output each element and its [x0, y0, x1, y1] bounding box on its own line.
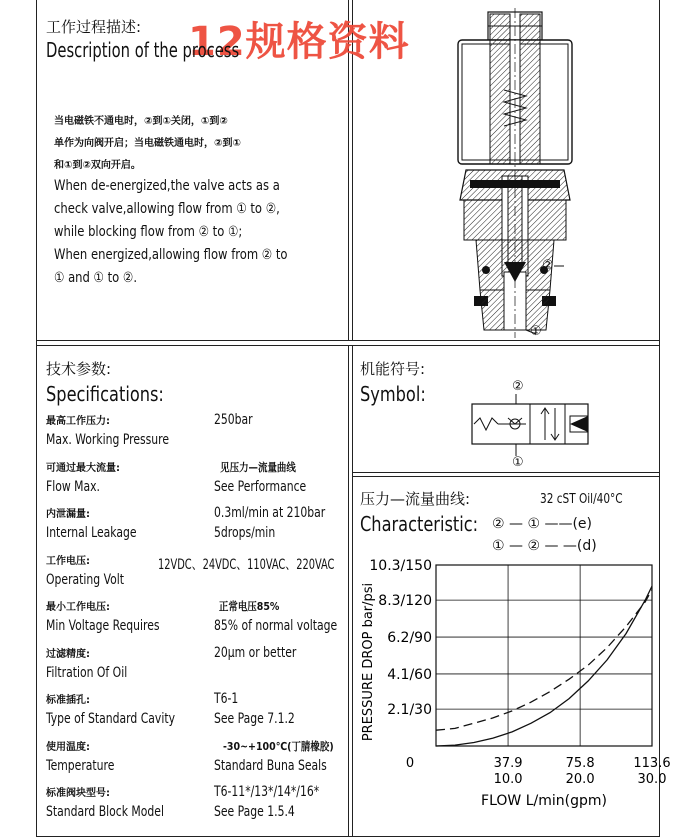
spec-label-cn: 标准阀块型号: [46, 788, 110, 799]
y-tick-label: 10.3/150 [369, 558, 432, 574]
process-desc-en-2: check valve,allowing flow from ① to ②, [54, 201, 280, 217]
spec-label-cn: 标准插孔: [46, 695, 90, 706]
spec-value-primary: T6-1 [214, 691, 239, 707]
characteristic-title-en: Characteristic: [360, 512, 479, 536]
spec-label-en: Min Voltage Requires [46, 618, 160, 634]
spec-label-cn: 最高工作压力: [46, 416, 110, 427]
spec-label-en: Filtration Of Oil [46, 665, 128, 681]
spec-label-en: Type of Standard Cavity [46, 711, 175, 727]
process-desc-en-1: When de-energized,the valve acts as a [54, 178, 280, 194]
legend-dashed: ① — ② — —(d) [492, 538, 597, 554]
process-desc-cn-3: 和①到②双向开启。 [54, 160, 141, 171]
x-tick-label: 113.6 [633, 756, 671, 771]
spec-value-secondary: See Performance [214, 479, 307, 495]
spec-label-en: Temperature [46, 758, 115, 774]
symbol-title-cn: 机能符号: [360, 360, 426, 378]
symbol-port-1-label: ① [512, 455, 524, 470]
y-tick-label: 4.1/60 [387, 666, 432, 683]
process-desc-cn-1: 当电磁铁不通电时，②到①关闭，①到② [54, 116, 228, 127]
spec-label-cn: 内泄漏量: [46, 509, 90, 520]
spec-label-cn: 可通过最大流量: [46, 463, 120, 474]
spec-value-secondary: See Page 1.5.4 [214, 804, 295, 820]
spec-value-primary: 正常电压85% [218, 600, 280, 613]
spec-value-secondary: Standard Buna Seals [214, 758, 327, 774]
process-title-cn: 工作过程描述: [46, 18, 142, 36]
x-tick-label-gpm: 20.0 [565, 772, 595, 787]
characteristic-oil-label: 32 cST Oil/40°C [540, 492, 623, 507]
y-axis-label: PRESSURE DROP bar/psi [361, 582, 376, 742]
spec-value-primary: T6-11*/13*/14*/16* [214, 784, 320, 800]
spec-value-primary: 0.3ml/min at 210bar [214, 505, 326, 521]
specs-title-cn: 技术参数: [46, 360, 112, 378]
x-tick-label: 0 [405, 756, 415, 771]
drawing-port-2-label: ② [542, 258, 554, 273]
spec-value-primary: 12VDC、24VDC、110VAC、220VAC [158, 557, 335, 573]
spec-label-en: Internal Leakage [46, 525, 137, 541]
process-desc-cn-2: 单作为向阀开启；当电磁铁通电时，②到① [54, 138, 241, 149]
spec-value-secondary: 85% of normal voltage [214, 618, 338, 634]
process-desc-en-5: ① and ① to ②. [54, 270, 138, 286]
spec-label-cn: 使用温度: [46, 742, 90, 753]
spec-label-en: Standard Block Model [46, 804, 164, 820]
y-tick-label: 8.3/120 [378, 593, 432, 610]
characteristic-title-cn: 压力—流量曲线: [360, 490, 471, 508]
process-title-en: Description of the process [46, 38, 240, 62]
specs-title-en: Specifications: [46, 382, 164, 406]
spec-label-en: Flow Max. [46, 479, 101, 495]
y-tick-label: 6.2/90 [387, 630, 432, 647]
process-desc-en-3: while blocking flow from ② to ①; [54, 224, 243, 240]
x-axis-label: FLOW L/min(gpm) [481, 793, 607, 809]
spec-value-primary: -30~+100℃(丁腈橡胶) [223, 740, 334, 753]
spec-value-primary: 见压力—流量曲线 [220, 461, 296, 474]
x-tick-label: 75.8 [565, 756, 595, 771]
spec-label-en: Operating Volt [46, 572, 124, 588]
spec-value-secondary: 5drops/min [214, 525, 276, 541]
x-tick-label: 37.9 [493, 756, 523, 771]
y-tick-label: 2.1/30 [387, 702, 432, 719]
symbol-port-2-label: ② [512, 379, 524, 394]
spec-value-primary: 20μm or better [214, 645, 297, 661]
series-line-e [436, 586, 652, 746]
process-desc-en-4: When energized,allowing flow from ② to [54, 247, 288, 263]
x-tick-label-gpm: 30.0 [637, 772, 667, 787]
spec-label-cn: 工作电压: [46, 556, 90, 567]
spec-value-secondary: See Page 7.1.2 [214, 711, 295, 727]
x-tick-label-gpm: 10.0 [493, 772, 523, 787]
plot-area-frame [436, 565, 652, 746]
spec-value-primary: 250bar [214, 412, 253, 428]
drawing-port-1-label: ① [530, 324, 542, 339]
symbol-title-en: Symbol: [360, 382, 426, 406]
legend-solid: ② — ① ——(e) [492, 516, 592, 532]
spec-label-cn: 最小工作电压: [46, 602, 110, 613]
spec-label-cn: 过滤精度: [46, 649, 90, 660]
watermark-title: 12规格资料 [188, 19, 410, 65]
spec-label-en: Max. Working Pressure [46, 432, 170, 448]
